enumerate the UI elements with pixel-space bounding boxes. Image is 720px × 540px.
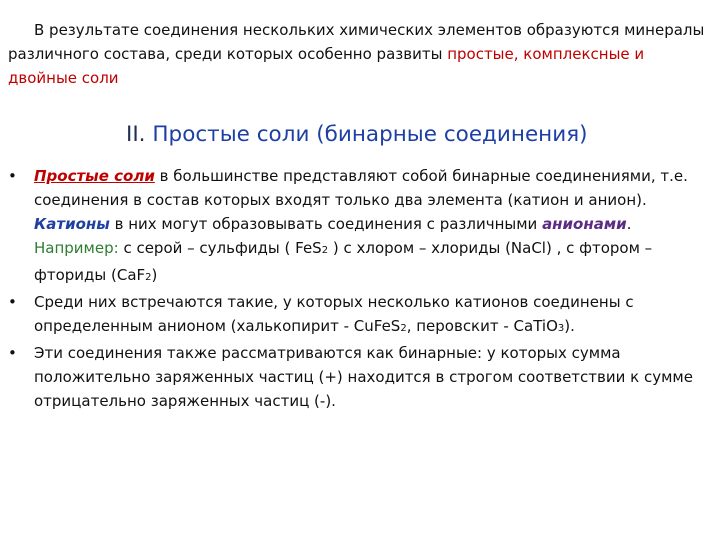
- text: .: [626, 215, 632, 233]
- intro-paragraph: [8, 18, 708, 90]
- text: ) с хлором – хлориды (NaCl) , с фтором – фториды (CaF: [34, 239, 653, 284]
- bullet-item-simple-salts: [8, 164, 713, 290]
- text: Эти соединения также рассматриваются как бинарные: у которых сумма положительно заряженных частиц (+) находится в строгом соответствии к сумме отрицательно заряженных частиц (-).: [34, 344, 693, 410]
- text: ).: [564, 317, 575, 335]
- term-simple-salts: Простые соли: [34, 167, 155, 185]
- term-anions: анионами: [542, 215, 627, 233]
- intro-highlight: простые, комплексные и двойные соли: [8, 45, 645, 87]
- bullet-icon: •: [8, 167, 17, 185]
- subscript: 3: [557, 323, 565, 334]
- subscript: 2: [321, 245, 329, 256]
- bullet-icon: •: [8, 344, 17, 362]
- term-cations: Катионы: [34, 215, 110, 233]
- text: , перовскит - CaTiO: [406, 317, 558, 335]
- text: ): [151, 266, 158, 284]
- subscript: 2: [145, 272, 152, 283]
- intro-text: В результате соединения нескольких химических элементов образуются минералы различного состава, среди которых особенно развиты: [8, 21, 705, 63]
- heading-text: Простые соли (бинарные соединения): [152, 122, 588, 147]
- heading-number: II.: [126, 122, 146, 147]
- section-heading: [126, 120, 588, 150]
- bullet-item-binary: [8, 341, 713, 413]
- bullet-list: [8, 164, 713, 413]
- example-label: Например:: [34, 239, 119, 257]
- text: с серой – сульфиды ( FeS: [118, 239, 322, 257]
- subscript: 2: [400, 323, 407, 334]
- bullet-icon: •: [8, 293, 17, 311]
- text: Среди них встречаются такие, у которых несколько катионов соединены с определенным анионом (халькопирит - CuFeS: [34, 293, 634, 335]
- text: в большинстве представляют собой бинарные соединениями, т.е. соединения в состав которых входят только два элемента (катион и анион).: [34, 167, 688, 209]
- text: в них могут образовывать соединения с различными: [109, 215, 543, 233]
- bullet-item-multiple-cations: [8, 290, 713, 341]
